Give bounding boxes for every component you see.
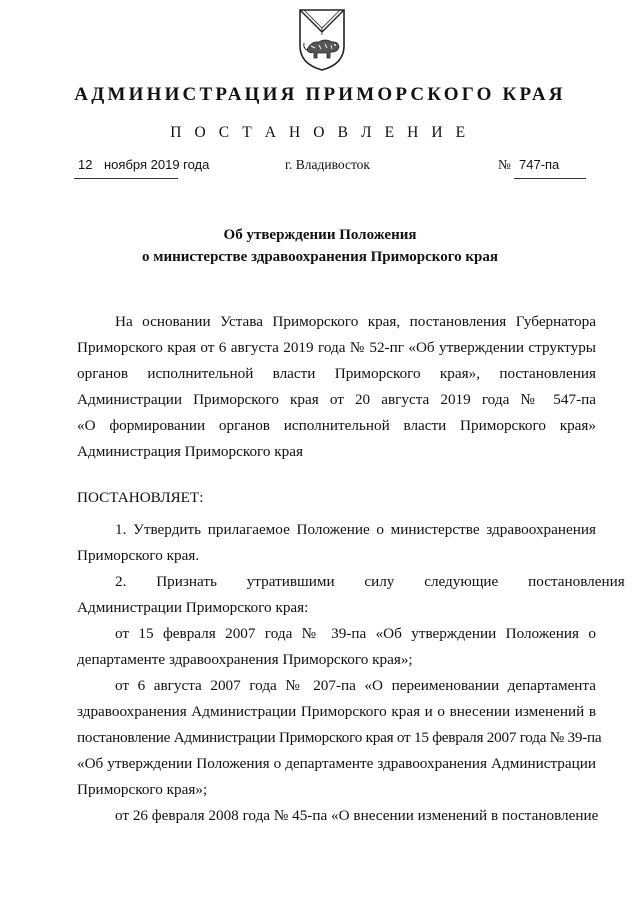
title-line: о министерстве здравоохранения Приморского края xyxy=(142,249,498,265)
city: г. Владивосток xyxy=(285,157,370,172)
coat-of-arms-icon xyxy=(297,8,347,72)
resolves-heading: ПОСТАНОВЛЯЕТ: xyxy=(77,489,204,506)
clause-1-line: 1. Утвердить прилагаемое Положение о министерстве здравоохранения xyxy=(115,521,596,538)
preamble-line: Приморского края от 6 августа 2019 года № 52-пг «Об утверждении структуры xyxy=(77,339,596,356)
preamble-line: На основании Устава Приморского края, постановления Губернатора xyxy=(115,313,596,330)
number-prefix: № xyxy=(498,157,511,172)
preamble-line: «О формировании органов исполнительной власти Приморского края» xyxy=(77,417,596,434)
clause-2-line: 2. Признать утратившими силу следующие постановления xyxy=(115,573,625,590)
repealed-act-line: здравоохранения Администрации Приморского края и о внесении изменений в xyxy=(77,703,596,720)
title-line: Об утверждении Положения xyxy=(223,227,417,243)
repealed-act-line: от 26 февраля 2008 года № 45-па «О внесении изменений в постановление xyxy=(115,807,599,824)
date-underline xyxy=(74,178,178,179)
repealed-act-line: постановление Администрации Приморского края от 15 февраля 2007 года № 39-па xyxy=(77,729,602,746)
date-day: 12 xyxy=(78,157,93,172)
repealed-act-line: Приморского края»; xyxy=(77,781,208,798)
date-month-year: ноября 2019 года xyxy=(104,157,210,172)
document-number: 747-па xyxy=(519,157,560,172)
repealed-act-line: «Об утверждении Положения о департаменте здравоохранения Администрации xyxy=(77,755,596,772)
clause-2-line: Администрации Приморского края: xyxy=(77,599,309,616)
preamble-line: Администрация Приморского края xyxy=(77,443,303,460)
repealed-act-line: от 6 августа 2007 года № 207-па «О переименовании департамента xyxy=(115,677,596,694)
clause-1-line: Приморского края. xyxy=(77,547,200,564)
document-title xyxy=(0,224,640,268)
repealed-act-line: департаменте здравоохранения Приморского края»; xyxy=(77,651,413,668)
document-type: П О С Т А Н О В Л Е Н И Е xyxy=(170,124,470,141)
number-underline xyxy=(514,178,586,179)
organization-name: АДМИНИСТРАЦИЯ ПРИМОРСКОГО КРАЯ xyxy=(74,84,566,105)
repealed-act-line: от 15 февраля 2007 года № 39-па «Об утверждении Положения о xyxy=(115,625,596,642)
preamble-line: Администрации Приморского края от 20 августа 2019 года № 547-па xyxy=(77,391,596,408)
preamble-line: органов исполнительной власти Приморского края», постановления xyxy=(77,365,596,382)
